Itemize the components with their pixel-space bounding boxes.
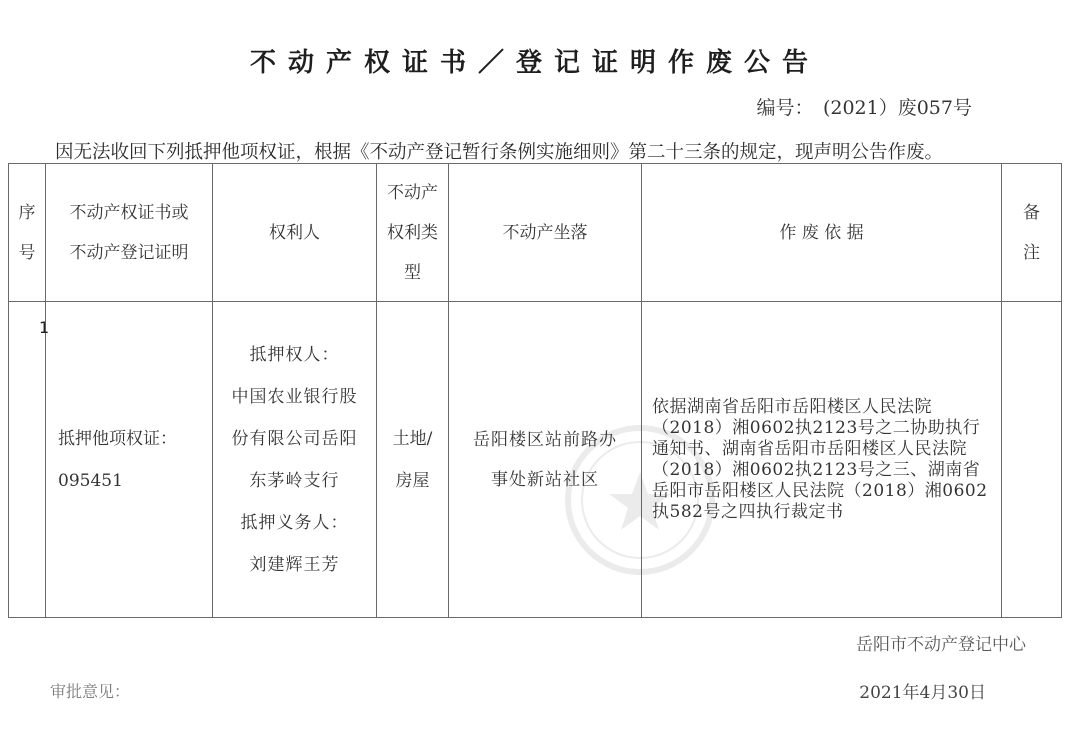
cell-basis: 依据湖南省岳阳市岳阳楼区人民法院（2018）湘0602执2123号之二协助执行通知书、湖南省岳阳市岳阳楼区人民法院（2018）湘0602执2123号之三、湖南省岳阳市岳阳楼区人民法院（2018）湘0602执582号之四执行裁定书 <box>642 302 1002 618</box>
cell-location: 岳阳楼区站前路办 事处新站社区 <box>449 302 642 618</box>
header-remark: 备 注 <box>1002 164 1062 302</box>
header-type: 不动产 权利类 型 <box>377 164 449 302</box>
header-cert: 不动产权证书或 不动产登记证明 <box>46 164 213 302</box>
row-number: 1 <box>39 318 50 337</box>
cell-cert: 抵押他项权证： 095451 <box>46 302 213 618</box>
table-header-row <box>9 164 1062 302</box>
cell-holder: 抵押权人： 中国农业银行股 份有限公司岳阳 东茅岭支行 抵押义务人： 刘建辉王芳 <box>213 302 377 618</box>
table-row <box>9 302 1062 618</box>
void-notice-table <box>8 163 1062 618</box>
issuing-organization: 岳阳市不动产登记中心 <box>856 635 1026 655</box>
cell-seq <box>9 302 50 618</box>
header-location: 不动产坐落 <box>449 164 642 302</box>
header-seq: 序 号 <box>9 164 46 302</box>
document-number: 编号： (2021）废057号 <box>756 97 972 119</box>
page-title: 不动产权证书／登记证明作废公告 <box>249 48 820 78</box>
header-holder: 权利人 <box>213 164 377 302</box>
issue-date: 2021年4月30日 <box>859 683 986 703</box>
cell-type: 土地/ 房屋 <box>377 302 449 618</box>
intro-statement: 因无法收回下列抵押他项权证，根据《不动产登记暂行条例实施细则》第二十三条的规定，现声明公告作废。 <box>55 142 944 163</box>
cell-remark <box>1002 302 1062 618</box>
header-basis: 作 废 依 据 <box>642 164 1002 302</box>
approval-label: 审批意见： <box>50 682 131 701</box>
